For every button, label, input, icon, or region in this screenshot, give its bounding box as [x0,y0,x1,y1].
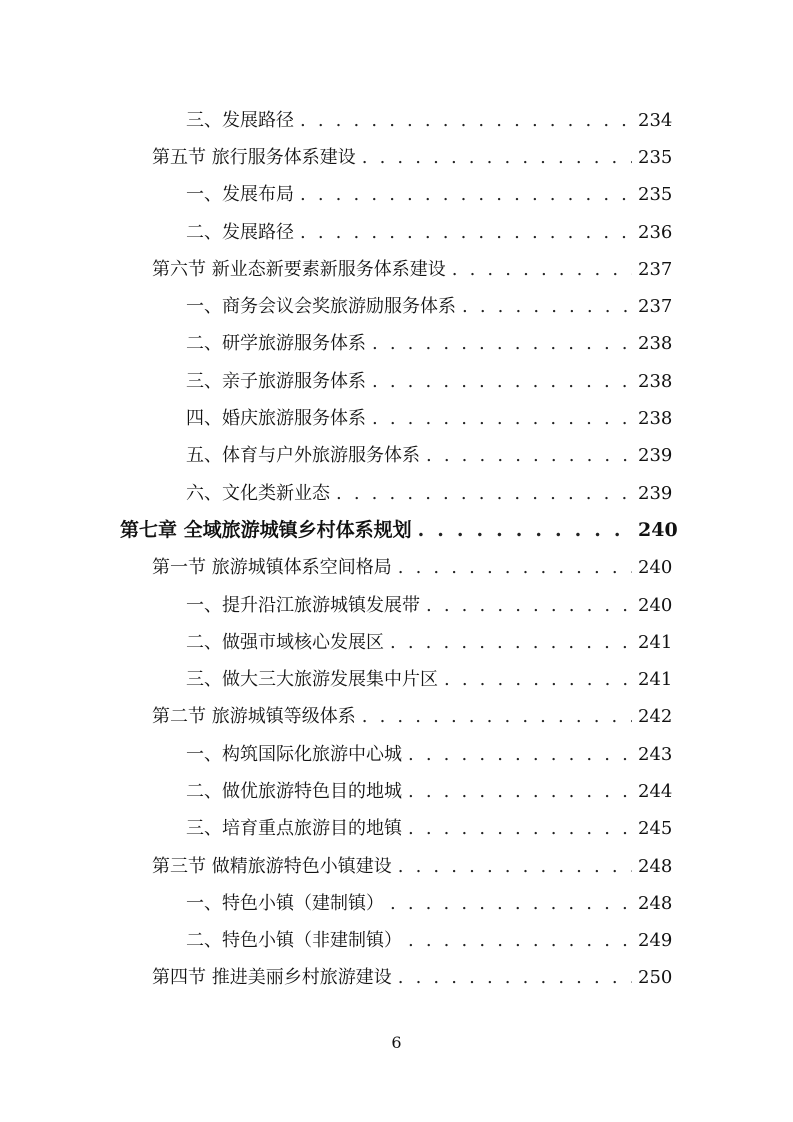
toc-entry-title: 第六节 新业态新要素新服务体系建设 [152,261,452,279]
dot-leader [362,708,632,726]
toc-item [0,885,793,922]
toc-entry-title: 一、提升沿江旅游城镇发展带 [186,597,426,615]
toc-item [0,438,793,475]
toc-entry-page: 235 [638,146,673,168]
toc-entry-page: 248 [638,892,673,914]
dot-leader [372,410,632,428]
toc-item [0,214,793,251]
toc-entry-title: 三、培育重点旅游目的地镇 [186,820,408,838]
toc-item [0,288,793,325]
toc-entry-title: 第五节 旅行服务体系建设 [152,149,362,167]
dot-leader [452,261,632,279]
dot-leader [408,820,632,838]
dot-leader [362,149,632,167]
dot-leader [336,485,632,503]
dot-leader [418,521,632,540]
toc-entry-page: 240 [638,594,673,616]
toc-entry-page: 237 [638,258,673,280]
toc-section [0,848,793,885]
page-number: 6 [391,1033,402,1052]
toc-entry-title: 四、婚庆旅游服务体系 [186,410,372,428]
toc-entry-title: 五、体育与户外旅游服务体系 [186,447,426,465]
toc-entry-page: 235 [638,184,673,206]
toc-entry-title: 一、特色小镇（建制镇） [186,895,390,913]
toc-entry-title: 二、做强市域核心发展区 [186,634,390,652]
toc-entry-page: 242 [638,706,673,728]
toc-entry-title: 六、文化类新业态 [186,485,336,503]
toc-item [0,661,793,698]
toc-entry-page: 248 [638,855,673,877]
toc-section [0,550,793,587]
dot-leader [408,783,632,801]
toc-entry-page: 241 [638,631,673,653]
dot-leader [426,447,632,465]
dot-leader [398,969,632,987]
toc-entry-page: 241 [638,669,673,691]
toc-entry-title: 二、发展路径 [186,224,300,242]
toc-entry-title: 三、做大三大旅游发展集中片区 [186,671,444,689]
toc-entry-title: 第二节 旅游城镇等级体系 [152,708,362,726]
toc-entry-title: 三、发展路径 [186,112,300,130]
toc-entry-page: 234 [638,109,673,131]
toc-item [0,811,793,848]
dot-leader [300,224,632,242]
toc-section [0,251,793,288]
dot-leader [300,186,632,204]
toc-item [0,587,793,624]
toc-entry-page: 240 [638,557,673,579]
dot-leader [390,895,632,913]
dot-leader [390,634,632,652]
toc-entry-title: 第四节 推进美丽乡村旅游建设 [152,969,398,987]
toc-item [0,177,793,214]
dot-leader [372,335,632,353]
dot-leader [398,559,632,577]
toc-item [0,773,793,810]
toc-entry-page: 244 [638,780,673,802]
toc-entry-title: 一、发展布局 [186,186,300,204]
toc-section [0,960,793,997]
toc-entry-page: 236 [638,221,673,243]
dot-leader [408,932,632,950]
toc-section [0,139,793,176]
dot-leader [462,298,632,316]
toc-item [0,475,793,512]
toc-chapter [0,512,793,549]
toc-entry-page: 249 [638,930,673,952]
toc-entry-page: 239 [638,482,673,504]
toc-entry-page: 243 [638,743,673,765]
toc-entry-page: 245 [638,818,673,840]
dot-leader [398,858,632,876]
toc-entry-title: 二、特色小镇（非建制镇） [186,932,408,950]
toc-entry-title: 三、亲子旅游服务体系 [186,373,372,391]
toc-item [0,923,793,960]
dot-leader [408,746,632,764]
dot-leader [426,597,632,615]
toc-entry-title: 一、商务会议会奖旅游励服务体系 [186,298,462,316]
toc-entry-page: 238 [638,333,673,355]
toc-entry-title: 二、做优旅游特色目的地城 [186,783,408,801]
dot-leader [444,671,632,689]
toc-entry-title: 第三节 做精旅游特色小镇建设 [152,858,398,876]
toc-entry-title: 第一节 旅游城镇体系空间格局 [152,559,398,577]
toc-item [0,363,793,400]
dot-leader [300,112,632,130]
toc-item [0,736,793,773]
toc-section [0,699,793,736]
toc-entry-page: 250 [638,967,673,989]
toc-entry-title: 第七章 全域旅游城镇乡村体系规划 [120,521,418,540]
toc-entry-title: 一、构筑国际化旅游中心城 [186,746,408,764]
toc-entry-page: 239 [638,445,673,467]
toc-entry-page: 237 [638,296,673,318]
toc-item [0,624,793,661]
toc-entry-title: 二、研学旅游服务体系 [186,335,372,353]
toc-item [0,400,793,437]
toc-entry-page: 240 [638,519,678,542]
dot-leader [372,373,632,391]
toc-entry-page: 238 [638,408,673,430]
toc-item [0,326,793,363]
toc-item [0,102,793,139]
toc-entry-page: 238 [638,370,673,392]
table-of-contents [0,102,793,997]
